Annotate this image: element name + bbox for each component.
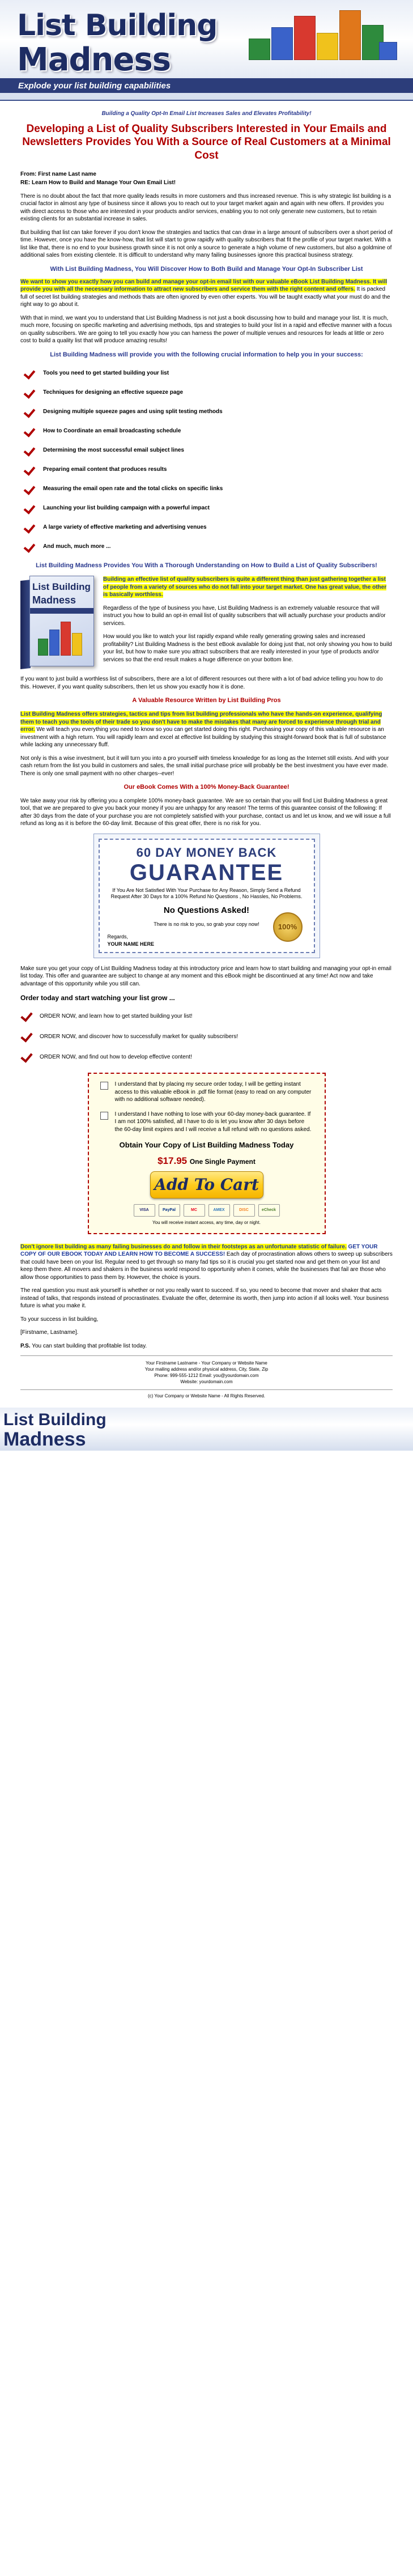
order-item-label: ORDER NOW, and find out how to develop effective content! (40, 1053, 192, 1060)
benefit-label: How to Coordinate an email broadcasting schedule (43, 427, 181, 434)
postscript: P.S. You can start building that profitable list today. (20, 1342, 147, 1349)
agree-row-2 (100, 1111, 313, 1134)
guarantee-top: 60 DAY MONEY BACK (136, 845, 277, 860)
paragraph-3-highlight: We want to show you exactly how you can build and manage your opt-in email list with our valuable eBook List Building Madness. It will provide you with all the necessary information to attract new subscribers and service them with the right content and offers. (20, 278, 388, 293)
letter-paragraph-1: There is no doubt about the fact that more quality leads results in more customers and thus increased revenue. This is why strategic list building is a crucial factor in almost any type of business since it allows you to reach out to your target market again and again with new offers. If provides you with direct access to those who are interested in your products and/or services, enabling you to not only generate new customers, but to retain existing clients for an substantial increase in sales. (20, 193, 391, 223)
order-title: Obtain Your Copy of List Building Madness Today (119, 1141, 294, 1150)
benefit-item (24, 402, 393, 421)
paragraph-10: Don't ignore list building as many failing businesses do and follow in their footsteps as an unfortunate statistic of failure. GET YOUR COPY OF OUR EBOOK TODAY AND LEARN HOW TO BECOME A SUCCESS! Each day of procrastination allows others to sweep up subscribers that could have been on your list. Regular need to get through so many fad tips so it is crucial you get started now and get them on your list and keep them there. All movers and shakers in the business world respond to opportunity when it comes, while the businesses that fail are those who allow those opportunities to pass them by. However, the choice is yours. (20, 1243, 393, 1281)
guarantee-risk: There is no risk to you, so grab your copy now! (154, 921, 259, 928)
guarantee-no-questions: No Questions Asked! (163, 906, 250, 916)
guarantee-box (93, 834, 320, 958)
checkmark-icon (24, 464, 37, 475)
paragraph-11: The real question you must ask yourself is whether or not you really want to succeed. If so, you need to become that mover and shaker that acts instead of talks, that responds instead of procrastinates. Evaluate the offer, determine its worth, then jump into action if all looks well. Your business future is what you make it. (20, 1287, 389, 1310)
letter-from: From: First name Last name (20, 171, 96, 177)
guarantee-seal-icon: 100% (273, 912, 303, 942)
checkmark-icon (20, 1051, 34, 1063)
letter-re: RE: Learn How to Build and Manage Your Own Email List! (20, 180, 176, 186)
book-text (103, 576, 393, 671)
payment-card-icon: eCheck (258, 1204, 280, 1217)
benefit-label: Techniques for designing an effective squeeze page (43, 389, 184, 396)
benefit-item (24, 382, 393, 402)
red-head-2: Our eBook Comes With a 100% Money-Back Guarantee! (124, 784, 289, 791)
subhead-2: List Building Madness Provides You With a Thorough Understanding on How to Build a List of Quality Subscribers! (36, 562, 377, 569)
benefits-intro: List Building Madness will provide you with the following crucial information to help you in your success: (50, 351, 363, 358)
checkmark-icon (24, 406, 37, 417)
book-paragraph-highlight: Building an effective list of quality subscribers is quite a different thing than just gathering together a list of people from a variety of sources who do not fall into your target market. One has great value, the other is basically worthless. (103, 576, 387, 598)
header-title-line2: Madness (17, 41, 171, 78)
bottom-title-line1: List Building (3, 1410, 107, 1430)
intro-italic: Building a Quality Opt-In Email List Increases Sales and Elevates Profitability! (101, 110, 312, 117)
agree-text-1: I understand that by placing my secure order today, I will be getting instant access to this valuable eBook in .pdf file format (easy to read on any computer with no additional software needed). (114, 1081, 312, 1103)
payment-card-icon: MC (184, 1204, 205, 1217)
red-head-1: A Valuable Resource Written by List Building Pros (132, 697, 281, 704)
guarantee-name: YOUR NAME HERE (107, 941, 155, 947)
book-paragraph-3: How would you like to watch your list rapidly expand while really generating growing sales and increased profitability? List Building Madness is the best eBook available for doing just that, not only showing you how to build your list, but how to make sure you attract subscribers that are really interested in your type of products and/or services so that the end result makes a huge difference on your bottom line. (103, 634, 392, 663)
ebook-title-line2: Madness (32, 594, 76, 606)
subhead-1: With List Building Madness, You Will Discover How to Both Build and Manage Your Opt-In Subscriber List (50, 265, 363, 273)
checkmark-icon (24, 444, 37, 456)
payment-card-icon: VISA (134, 1204, 155, 1217)
benefit-item (24, 460, 393, 479)
payment-card-icon: PayPal (159, 1204, 180, 1217)
footer-line-2: Your mailing address and/or physical address, City, State, Zip (144, 1366, 269, 1372)
checkmark-icon (24, 367, 37, 379)
payment-card-icon: AMEX (208, 1204, 230, 1217)
order-item (20, 1026, 393, 1047)
footer-line-3: Phone: 999-555-1212 Email: you@yourdomain.com (154, 1372, 259, 1378)
order-head: Order today and start watching your list grow ... (20, 994, 175, 1002)
closing-1: To your success in list building, (20, 1316, 99, 1323)
book-paragraph-2: Regardless of the type of business you have, List Building Madness is an extremely valuable resource that will instruct you how to build an opt-in email list of quality subscribers that will actually purchase your products and/or services. (103, 605, 386, 627)
ebook-title-line1: List Building (32, 581, 91, 593)
benefit-label: Measuring the email open rate and the total clicks on specific links (43, 485, 223, 492)
paragraph-3 (20, 278, 393, 309)
benefit-label: A large variety of effective marketing and advertising venues (43, 524, 207, 530)
order-item-label: ORDER NOW, and discover how to successfully market for quality subscribers! (40, 1033, 239, 1040)
cube-graphic (237, 5, 402, 77)
closing-2: [Firstname, Lastname]. (20, 1329, 79, 1336)
checkmark-icon (24, 483, 37, 494)
paragraph-7: Not only is this a wise investment, but it will turn you into a pro yourself with timeless knowledge for as long as the Internet still exists. And with your cash return from the list you build in customers and sales, the small initial purchase price will probably be the best investment you have ever made. There is only one small payment with no other charges--ever! (20, 755, 389, 777)
benefit-item (24, 479, 393, 498)
order-item-label: ORDER NOW, and learn how to get started building your list! (40, 1013, 193, 1019)
payment-cards (100, 1204, 313, 1217)
benefit-label: And much, much more ... (43, 543, 111, 550)
agree-checkbox-2[interactable] (100, 1112, 108, 1120)
bottom-title-line2: Madness (3, 1429, 86, 1451)
benefit-item (24, 421, 393, 440)
benefit-item (24, 440, 393, 460)
paragraph-5: If you want to just build a worthless list of subscribers, there are a lot of different resources out there with a lot of bad advice telling you how to do this. However, if you want quality subscribers, then let us show you exactly how it is done. (20, 676, 383, 690)
agree-row-1 (100, 1081, 313, 1104)
paragraph-3-rest: It is packed full of secret list building strategies and methods thats are often ignored by even other experts. You will be taught exactly what your must do and the right way to go about it. (20, 286, 390, 308)
header-tagline: Explode your list building capabilities (0, 78, 413, 93)
header-banner (0, 0, 413, 101)
benefit-label: Determining the most successful email subject lines (43, 447, 184, 453)
benefits-list (24, 363, 393, 556)
order-box (88, 1073, 326, 1234)
benefit-item (24, 498, 393, 517)
ebook-cover (20, 576, 96, 671)
book-section (20, 576, 393, 671)
benefit-item (24, 517, 393, 537)
order-small-note: You will receive instant access, any time, day or night. (152, 1219, 261, 1225)
order-item (20, 1047, 393, 1067)
guarantee-main: GUARANTEE (129, 860, 284, 885)
main-content (18, 101, 395, 1400)
checkmark-icon (24, 425, 37, 436)
benefit-label: Launching your list building campaign with a powerful impact (43, 504, 210, 511)
footer-line-1: Your Firstname Lastname - Your Company or Website Name (146, 1361, 267, 1366)
order-price: $17.95 One Single Payment (157, 1155, 256, 1166)
add-to-cart-button[interactable]: Add To Cart (150, 1171, 263, 1198)
agree-checkbox-1[interactable] (100, 1082, 108, 1090)
checkmark-icon (20, 1030, 34, 1043)
paragraph-9: Make sure you get your copy of List Building Madness today at this introductory price and learn how to start building and managing your opt-in email list today. This offer and guarantee are subject to change at any moment and this eBook might be discontinued at any time! Act now and take advantage of this opportunity while you still can. (20, 965, 391, 987)
guarantee-regards: Regards, (107, 934, 129, 940)
benefit-label: Designing multiple squeeze pages and using split testing methods (43, 408, 223, 415)
footer (20, 1355, 393, 1390)
paragraph-6: List Building Madness offers strategies, tactics and tips from list building professionals who have the hands-on experience, qualifying them to teach you the tools of their trade so you don't have to make the mistakes that many are forced to experience through trial and error. We will teach you everything you need to know so you can get started doing this right. Purchasing your copy of this valuable resource is an investment with a high return. You will rapidly learn and excel at effective list building by studying this straight-forward book that is full of substance while lacking any unnecessary fluff. (20, 711, 386, 749)
benefit-label: Preparing email content that produces results (43, 466, 167, 473)
benefit-label: Tools you need to get started building your list (43, 369, 169, 376)
checkmark-icon (20, 1010, 34, 1022)
paragraph-8: We take away your risk by offering you a complete 100% money-back guarantee. We are so certain that you will find List Building Madness a great tool, that we are prepared to give you back your money if you are unhappy for any reason! The terms of this guarantee consist of the following: If after 30 days from the date of your purchase you are not completely satisfied with your purchase, contact us and let us know, and we will issue a full refund as long as it is before the 60-day limit. Because of this great offer, there is no risk for you. (20, 797, 391, 827)
main-headline: Developing a List of Quality Subscribers Interested in Your Emails and Newsletters Provides You With a Source of Real Customers at a Minimal Cost (22, 122, 391, 161)
payment-card-icon: DISC (233, 1204, 255, 1217)
benefit-item (24, 363, 393, 382)
guarantee-text: If You Are Not Satisfied With Your Purchase for Any Reason, Simply Send a Refund Request After 30 Days for a 100% Refund No Questions , No Hassles, No Problems. (110, 887, 303, 900)
paragraph-4: With that in mind, we want you to understand that List Building Madness is not just a book discussing how to build and manage your list. It is much, much more, focusing on specific marketing and advertising methods, tips and strategies to build your list in a rapid and effective manner with a focus on quality subscribers. We are going to tell you exactly how you can harness the power of multiple venues and resources for leads at little or zero cost to build a quality list that will produce amazing results! (20, 314, 392, 345)
checkmark-icon (24, 541, 37, 552)
checkmark-icon (24, 502, 37, 513)
checkmark-icon (24, 386, 37, 398)
footer-line-4: Website: yourdomain.com (180, 1379, 233, 1384)
letter-paragraph-2: But building that list can take forever if you don't know the strategies and tactics that can draw in a large amount of subscribers over a short period of time. However, once you have the know-how, that list will start to grow rapidly with quality subscribers that fit the profile of your target market. With a list like that, there is no end to your business growth since it is not only a source to generate a high volume of new customers, but also a goldmine of additional sales from existing clientele. It is difficult to understand why many failing businesses ignore this practical business strategy. (20, 229, 393, 259)
header-title-line1: List Building (17, 8, 218, 42)
checkmark-icon (24, 521, 37, 533)
order-item (20, 1006, 393, 1026)
agree-text-2: I understand I have nothing to lose with your 60-day money-back guarantee. If I am not 100% satisfied, all I have to do is let you know after 30 days before the 60-day limit expires and I will receive a full refund with no questions asked. (114, 1111, 312, 1133)
benefit-item (24, 537, 393, 556)
order-list (20, 1006, 393, 1067)
copyright: (c) Your Company or Website Name - All Rights Reserved. (147, 1393, 266, 1399)
bottom-banner (0, 1408, 413, 1451)
